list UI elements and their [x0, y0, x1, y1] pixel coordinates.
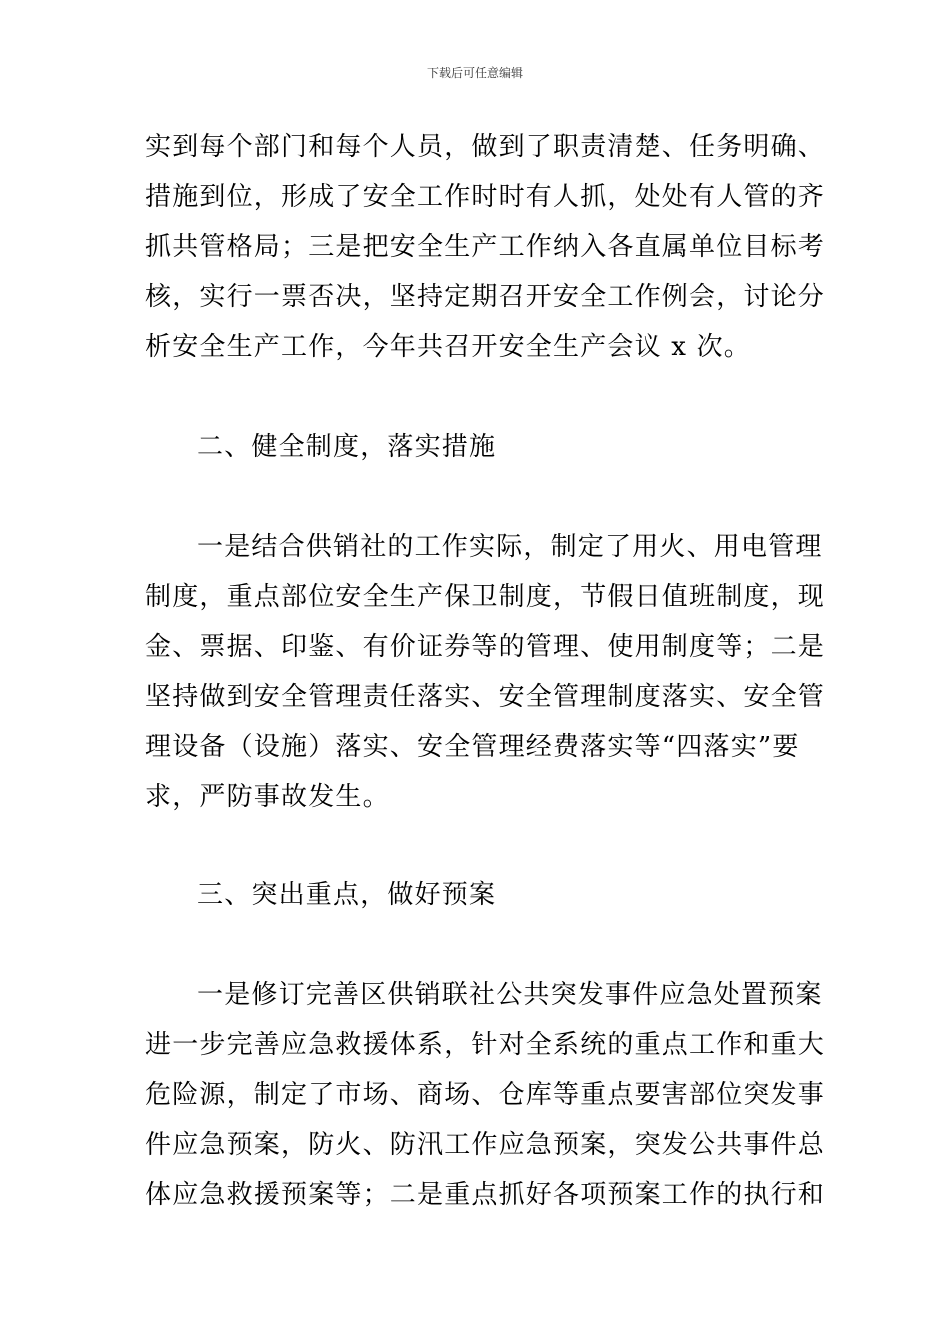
text-line: 措施到位，形成了安全工作时时有人抓，处处有人管的齐: [145, 182, 826, 212]
text-line: 危险源，制定了市场、商场、仓库等重点要害部位突发事: [145, 1080, 826, 1110]
text-line: 坚持做到安全管理责任落实、安全管理制度落实、安全管: [145, 682, 826, 712]
text-line: 一是修订完善区供销联社公共突发事件应急处置预案: [197, 980, 823, 1010]
text-line: 抓共管格局；三是把安全生产工作纳入各直属单位目标考: [145, 232, 826, 262]
text-line: 理设备（设施）落实、安全管理经费落实等“四落实”要: [145, 732, 800, 762]
text-line: 实到每个部门和每个人员，做到了职责清楚、任务明确、: [145, 132, 826, 162]
text-line: 件应急预案，防火、防汛工作应急预案，突发公共事件总: [145, 1130, 826, 1160]
section-heading-2: 二、健全制度，落实措施: [197, 432, 497, 462]
text-line: 核，实行一票否决，坚持定期召开安全工作例会，讨论分: [145, 282, 826, 312]
section-heading-3: 三、突出重点，做好预案: [197, 880, 497, 910]
text-line: 进一步完善应急救援体系，针对全系统的重点工作和重大: [145, 1030, 826, 1060]
text-line: 求，严防事故发生。: [145, 782, 390, 812]
text-line: 一是结合供销社的工作实际，制定了用火、用电管理: [197, 532, 823, 562]
text-line: 制度，重点部位安全生产保卫制度，节假日值班制度，现: [145, 582, 826, 612]
text-line: 析安全生产工作，今年共召开安全生产会议 x 次。: [145, 332, 751, 362]
text-line: 体应急救援预案等；二是重点抓好各项预案工作的执行和: [145, 1180, 826, 1210]
text-line: 金、票据、印鉴、有价证券等的管理、使用制度等；二是: [145, 632, 826, 662]
page-header: 下载后可任意编辑: [426, 66, 523, 80]
